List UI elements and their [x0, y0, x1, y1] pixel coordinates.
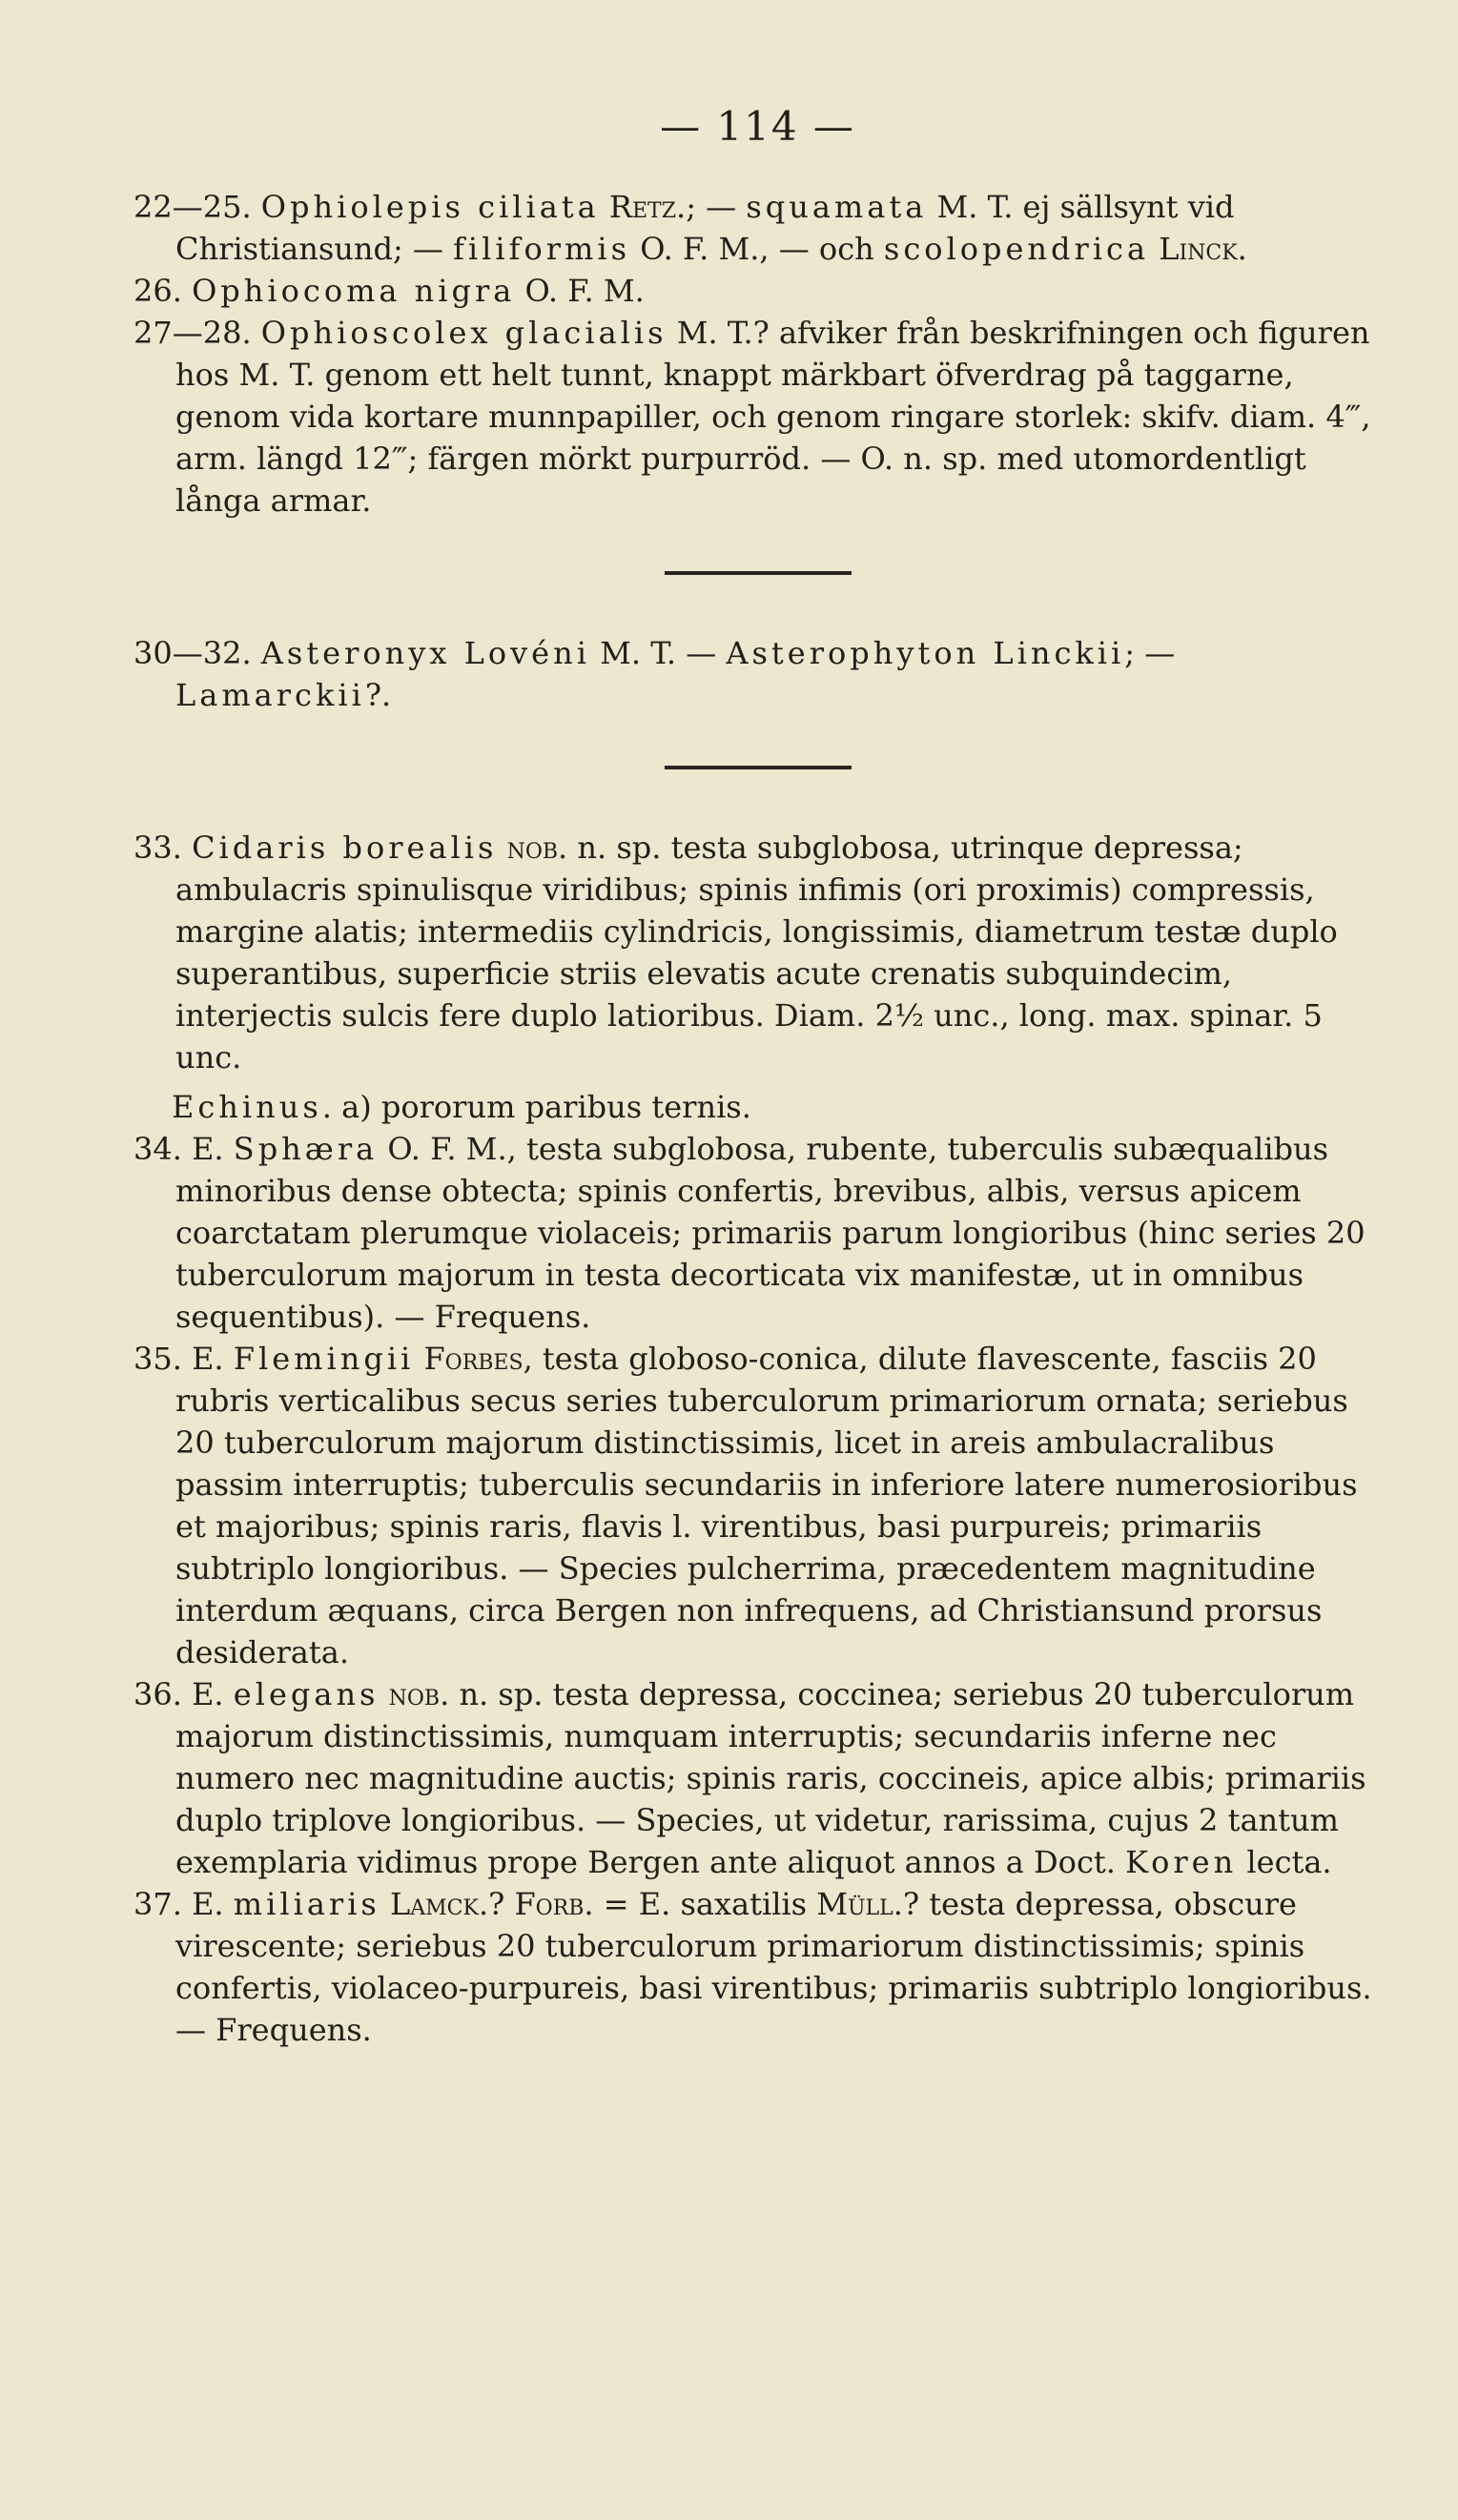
entry-text: E. — [192, 1341, 234, 1377]
entry-text: ; — — [1124, 635, 1176, 671]
entry-text: ; — — [686, 189, 747, 225]
entry-number: 33. — [133, 830, 193, 866]
entry-37 — [133, 1883, 1382, 2051]
entry-text — [600, 189, 609, 225]
species-name: Asterophyton Linckii — [726, 635, 1125, 671]
entry-number: 27—28. — [133, 315, 261, 351]
entry-text: O. F. M., — och — [630, 231, 884, 267]
entry-text — [497, 830, 506, 866]
species-name: squamata — [746, 189, 928, 225]
entry-text — [379, 1676, 388, 1712]
entry-text: M. T.? afviker från beskrifningen och figuren hos M. T. genom ett helt tunnt, knappt märkbart öfverdrag på taggarne, genom vida kortare munnpapiller, och genom ringare storlek: skifv. diam. 4‴, arm. längd 12‴; färgen mörkt purpurröd. — O. n. sp. med utomordentligt långa armar. — [175, 315, 1371, 519]
echinus-genus-name: Echinus — [172, 1089, 322, 1125]
entry-text: E. — [192, 1886, 234, 1922]
species-name: Lamarckii — [175, 677, 365, 713]
species-name: Koren — [1125, 1844, 1238, 1880]
entry-33 — [133, 827, 1382, 1078]
entry-number: 26. — [133, 273, 193, 309]
entry-text: E. — [192, 1131, 234, 1167]
entry-30-32 — [133, 632, 1382, 716]
entries-group-asteronyx — [133, 632, 1382, 716]
entry-text: O. F. M., testa subglobosa, rubente, tuberculis subæqualibus minoribus dense obtecta; spinis confertis, brevibus, albis, versus apicem coarctatam plerumque violaceis; primariis parum longioribus (hinc series 20 tuberculorum majorum in testa decorticata vix manifestæ, ut in omnibus sequentibus). — Frequens. — [175, 1131, 1366, 1335]
entry-number: 35. — [133, 1341, 193, 1377]
entry-22-25 — [133, 186, 1382, 270]
entry-text: M. T. — — [589, 635, 727, 671]
entries-group-cidaris — [133, 827, 1382, 1078]
page-header: — 114 — — [660, 103, 855, 150]
author-name: Forb. — [514, 1886, 594, 1922]
entry-number: 22—25. — [133, 189, 261, 225]
species-name: Asteronyx Lovéni — [260, 635, 590, 671]
entry-text: , testa globoso-conica, dilute flavescente, fasciis 20 rubris verticalibus secus series tuberculorum primariorum ornata; seriebus 20 tuberculorum majorum distinctissimis, licet in areis ambulacralibus passim interruptis; tuberculis secundariis in inferiore latere numerosioribus et majoribus; spinis raris, flavis l. virentibus, basi purpureis; primariis subtriplo longioribus. — Species pulcherrima, præcedentem magnitudine interdum æquans, circa Bergen non infrequens, ad Christiansund prorsus desiderata. — [175, 1341, 1358, 1670]
author-name: Forbes — [423, 1341, 524, 1377]
author-name: Linck. — [1159, 231, 1247, 267]
section-divider-2 — [665, 766, 852, 769]
section-divider-1 — [665, 571, 852, 575]
entry-number: 36. — [133, 1676, 193, 1712]
entry-text — [380, 1886, 390, 1922]
entry-26 — [133, 270, 1382, 312]
entry-number: 30—32. — [133, 635, 261, 671]
entry-34 — [133, 1128, 1382, 1338]
entries-group-ophiuroids — [133, 186, 1382, 522]
species-name: scolopendrica — [883, 231, 1150, 267]
author-name: Müll. — [816, 1886, 903, 1922]
species-name: Sphæra — [233, 1131, 379, 1167]
entry-text: = E. saxatilis — [593, 1886, 817, 1922]
species-name: Ophiolepis ciliata — [260, 189, 600, 225]
entry-36 — [133, 1673, 1382, 1883]
entry-text: O. F. M. — [515, 273, 645, 309]
author-name: Lamck. — [390, 1886, 489, 1922]
species-name: Flemingii — [233, 1341, 415, 1377]
entry-35 — [133, 1338, 1382, 1673]
species-name: miliaris — [233, 1886, 380, 1922]
entry-number: 37. — [133, 1886, 193, 1922]
entry-text: M. T. ej sällsynt vid Christiansund; — — [175, 189, 1235, 267]
entry-text: ?. — [364, 677, 392, 713]
echinus-subheading — [172, 1086, 1382, 1128]
entry-text: ? — [488, 1886, 515, 1922]
species-name: elegans — [233, 1676, 380, 1712]
entry-text: lecta. — [1237, 1844, 1332, 1880]
species-name: filiformis — [453, 231, 631, 267]
echinus-subheading-text: . a) pororum paribus ternis. — [321, 1089, 751, 1125]
entry-text: E. — [192, 1676, 234, 1712]
entry-number: 34. — [133, 1131, 193, 1167]
species-name: Ophiocoma nigra — [192, 273, 516, 309]
entry-text — [1149, 231, 1159, 267]
entry-text: ? testa depressa, obscure virescente; seriebus 20 tuberculorum primariorum distinctissimis; spinis confertis, violaceo-purpureis, basi virentibus; primariis subtriplo longioribus. — Frequens. — [175, 1886, 1372, 2048]
entry-text: n. sp. testa depressa, coccinea; seriebus 20 tuberculorum majorum distinctissimis, numquam interruptis; secundariis inferne nec numero nec magnitudine auctis; spinis raris, coccineis, apice albis; primariis duplo triplove longioribus. — Species, ut videtur, rarissima, cujus 2 tantum exemplaria vidimus prope Bergen ante aliquot annos a Doct. — [175, 1676, 1366, 1880]
author-name: nob. — [506, 830, 568, 866]
author-name: nob. — [388, 1676, 450, 1712]
species-name: Ophioscolex glacialis — [260, 315, 667, 351]
entries-group-echinus — [133, 1128, 1382, 2051]
author-name: Retz. — [608, 189, 687, 225]
entry-text: n. sp. testa subglobosa, utrinque depressa; ambulacris spinulisque viridibus; spinis infimis (ori proximis) compressis, margine alatis; intermediis cylindricis, longissimis, diametrum testæ duplo superantibus, superficie striis elevatis acute crenatis subquindecim, interjectis sulcis fere duplo latioribus. Diam. 2½ unc., long. max. spinar. 5 unc. — [175, 830, 1338, 1076]
entry-text — [414, 1341, 423, 1377]
entry-27-28 — [133, 312, 1382, 522]
species-name: Cidaris borealis — [192, 830, 498, 866]
